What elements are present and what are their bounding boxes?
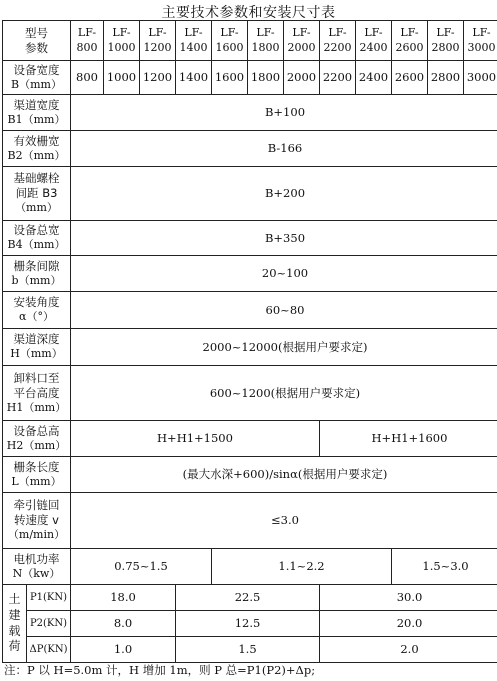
model-cell: LF- 1800 xyxy=(248,21,284,61)
width-value: 800 xyxy=(71,61,104,95)
bolt-spacing-value: B+200 xyxy=(71,167,497,221)
p1-value: 18.0 xyxy=(71,585,176,611)
width-value: 2600 xyxy=(392,61,428,95)
load-p1-row xyxy=(3,585,497,611)
dp-value: 2.0 xyxy=(320,637,497,663)
total-width-value: B+350 xyxy=(71,221,497,256)
width-value: 2800 xyxy=(428,61,464,95)
model-cell: LF- 2200 xyxy=(320,21,356,61)
width-value: 2200 xyxy=(320,61,356,95)
header-row xyxy=(3,21,497,61)
install-angle-label: 安装角度 α（°） xyxy=(3,292,71,329)
width-value: 3000 xyxy=(464,61,497,95)
p2-value: 20.0 xyxy=(320,611,497,637)
p1-value: 22.5 xyxy=(176,585,320,611)
chain-speed-value: ≤3.0 xyxy=(71,493,497,549)
bolt-spacing-row xyxy=(3,167,497,221)
model-cell: LF- 2800 xyxy=(428,21,464,61)
p1-label: P1(KN) xyxy=(27,585,71,611)
spec-table xyxy=(2,20,497,663)
table-title: 主要技术参数和安装尺寸表 xyxy=(161,5,336,21)
bar-gap-label: 栅条间隙 b（mm） xyxy=(3,256,71,292)
motor-power-value: 1.1~2.2 xyxy=(212,549,392,585)
motor-power-label: 电机功率 N（kw） xyxy=(3,549,71,585)
header-label-param: 参数 xyxy=(25,40,48,55)
total-height-label: 设备总高 H2（mm） xyxy=(3,421,71,457)
model-cell: LF- 800 xyxy=(71,21,104,61)
channel-width-label: 渠道宽度 B1（mm） xyxy=(3,95,71,131)
width-value: 2400 xyxy=(356,61,392,95)
footnote: 注：P 以 H=5.0m 计，H 增加 1m，则 P 总=P1(P2)+Δp; xyxy=(4,663,316,677)
effective-width-value: B-166 xyxy=(71,131,497,167)
total-width-row xyxy=(3,221,497,256)
total-height-value-a: H+H1+1500 xyxy=(71,421,320,457)
total-height-row xyxy=(3,421,497,457)
load-p2-row xyxy=(3,611,497,637)
civil-load-label: 土 建 载 荷 xyxy=(3,585,27,663)
total-width-label: 设备总宽 B4（mm） xyxy=(3,221,71,256)
width-row xyxy=(3,61,497,95)
header-label-cell xyxy=(3,21,71,61)
dp-value: 1.0 xyxy=(71,637,176,663)
p2-label: P2(KN) xyxy=(27,611,71,637)
model-cell: LF- 2600 xyxy=(392,21,428,61)
motor-power-value: 0.75~1.5 xyxy=(71,549,212,585)
outlet-height-row xyxy=(3,366,497,421)
install-angle-value: 60~80 xyxy=(71,292,497,329)
bar-gap-row xyxy=(3,256,497,292)
total-height-value-b: H+H1+1600 xyxy=(320,421,497,457)
model-cell: LF- 2400 xyxy=(356,21,392,61)
load-dp-row xyxy=(3,637,497,663)
motor-power-value: 1.5~3.0 xyxy=(392,549,497,585)
p2-value: 12.5 xyxy=(176,611,320,637)
width-value: 1000 xyxy=(104,61,140,95)
dp-value: 1.5 xyxy=(176,637,320,663)
channel-width-row xyxy=(3,95,497,131)
model-cell: LF- 1000 xyxy=(104,21,140,61)
effective-width-row xyxy=(3,131,497,167)
install-angle-row xyxy=(3,292,497,329)
model-cell: LF- 1600 xyxy=(212,21,248,61)
channel-depth-label: 渠道深度 H（mm） xyxy=(3,329,71,366)
model-cell: LF- 1400 xyxy=(176,21,212,61)
bolt-spacing-label: 基础螺栓 间距 B3 （mm） xyxy=(3,167,71,221)
channel-depth-row xyxy=(3,329,497,366)
width-value: 1800 xyxy=(248,61,284,95)
bar-length-value: (最大水深+600)/sinα(根据用户要求定) xyxy=(71,457,497,493)
model-cell: LF- 2000 xyxy=(284,21,320,61)
width-value: 1200 xyxy=(140,61,176,95)
width-value: 1600 xyxy=(212,61,248,95)
effective-width-label: 有效栅宽 B2（mm） xyxy=(3,131,71,167)
header-label-model: 型号 xyxy=(25,25,48,40)
p2-value: 8.0 xyxy=(71,611,176,637)
channel-width-value: B+100 xyxy=(71,95,497,131)
width-label: 设备宽度 B（mm） xyxy=(3,61,71,95)
chain-speed-label: 牵引链回 转速度 v （m/min） xyxy=(3,493,71,549)
bar-length-row xyxy=(3,457,497,493)
p1-value: 30.0 xyxy=(320,585,497,611)
motor-power-row xyxy=(3,549,497,585)
dp-label: ΔP(KN) xyxy=(27,637,71,663)
bar-length-label: 栅条长度 L（mm） xyxy=(3,457,71,493)
model-cell: LF- 3000 xyxy=(464,21,497,61)
channel-depth-value: 2000~12000(根据用户要求定) xyxy=(71,329,497,366)
model-cell: LF- 1200 xyxy=(140,21,176,61)
width-value: 2000 xyxy=(284,61,320,95)
chain-speed-row xyxy=(3,493,497,549)
outlet-height-label: 卸料口至 平台高度 H1（mm） xyxy=(3,366,71,421)
outlet-height-value: 600~1200(根据用户要求定) xyxy=(71,366,497,421)
width-value: 1400 xyxy=(176,61,212,95)
bar-gap-value: 20~100 xyxy=(71,256,497,292)
